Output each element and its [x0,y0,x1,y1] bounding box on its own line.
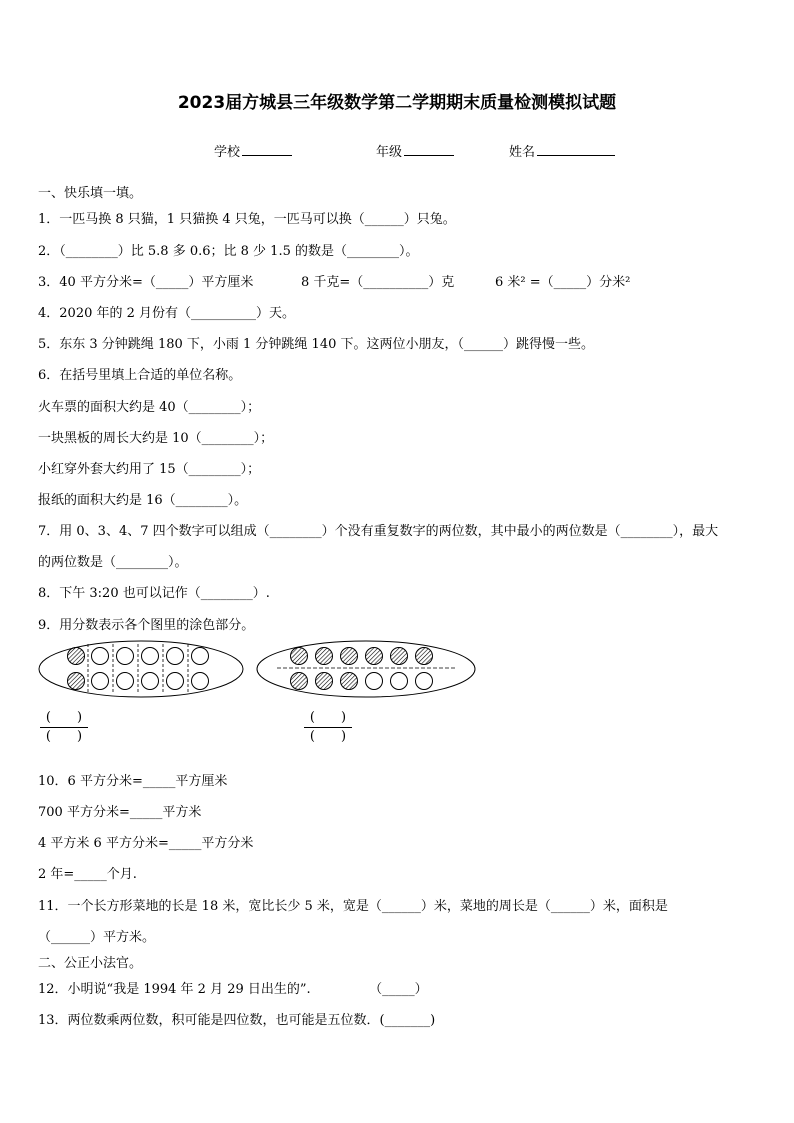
question-10c: 4 平方米 6 平方分米=_____平方分米 [38,836,254,851]
grade-blank[interactable] [404,143,454,156]
question-6: 6．在括号里填上合适的单位名称。 [38,368,242,383]
fraction-2-numerator: ( ) [309,710,347,725]
figure-1-ellipse [37,639,245,699]
question-5: 5．东东 3 分钟跳绳 180 下，小雨 1 分钟跳绳 140 下。这两位小朋友，（______）跳得慢一些。 [38,337,594,352]
question-11b: （______）平方米。 [38,930,156,945]
question-6d: 报纸的面积大约是 16（________）。 [38,493,248,508]
question-6b: 一块黑板的周长大约是 10（________）； [38,431,274,446]
question-6a: 火车票的面积大约是 40（________）； [38,400,261,415]
question-9: 9．用分数表示各个图里的涂色部分。 [38,618,255,633]
question-10d: 2 年=_____个月. [38,867,137,882]
fraction-1-denominator: ( ) [45,729,83,744]
name-blank[interactable] [537,143,615,156]
question-3a: 3．40 平方分米=（_____）平方厘米 [38,275,254,290]
question-6c: 小红穿外套大约用了 15（________）； [38,462,261,477]
question-3c: 6 米² =（_____）分米² [495,275,631,290]
question-7b: 的两位数是（________）。 [38,555,188,570]
fraction-1-numerator: ( ) [45,710,83,725]
school-blank[interactable] [242,143,292,156]
fraction-answer-2[interactable] [304,710,352,745]
name-field [509,141,615,160]
section-heading-2: 二、公正小法官。 [38,956,143,971]
fraction-2-denominator: ( ) [309,729,347,744]
question-1: 1．一匹马换 8 只猫，1 只猫换 4 只兔，一匹马可以换（______）只兔。 [38,212,456,227]
grade-label: 年级 [376,145,403,160]
question-10a: 10．6 平方分米=_____平方厘米 [38,774,228,789]
fraction-1-bar [40,727,88,728]
grade-field [376,141,454,160]
section-heading-1: 一、快乐填一填。 [38,186,143,201]
school-label: 学校 [214,145,241,160]
question-2: 2．（________）比 5.8 多 0.6；比 8 少 1.5 的数是（________）。 [38,244,419,259]
question-12: 12．小明说“我是 1994 年 2 月 29 日出生的”. （_____） [38,982,428,997]
question-10b: 700 平方分米=_____平方米 [38,805,202,820]
question-7a: 7．用 0、3、4、7 四个数字可以组成（________）个没有重复数字的两位数，其中最小的两位数是（________），最大 [38,524,719,539]
question-3b: 8 千克=（__________）克 [301,275,455,290]
fraction-answer-1[interactable] [40,710,88,745]
page-title: 2023届方城县三年级数学第二学期期末质量检测模拟试题 [177,93,617,113]
name-label: 姓名 [509,145,536,160]
question-8: 8．下午 3:20 也可以记作（________）. [38,586,270,601]
school-field [214,141,292,160]
question-13: 13．两位数乘两位数，积可能是四位数，也可能是五位数．(_______) [38,1013,436,1028]
figure-2-ellipse [255,639,477,699]
fraction-2-bar [304,727,352,728]
question-4: 4．2020 年的 2 月份有（__________）天。 [38,306,296,321]
question-11a: 11．一个长方形菜地的长是 18 米，宽比长少 5 米，宽是（______）米，菜地的周长是（______）米，面积是 [38,899,668,914]
